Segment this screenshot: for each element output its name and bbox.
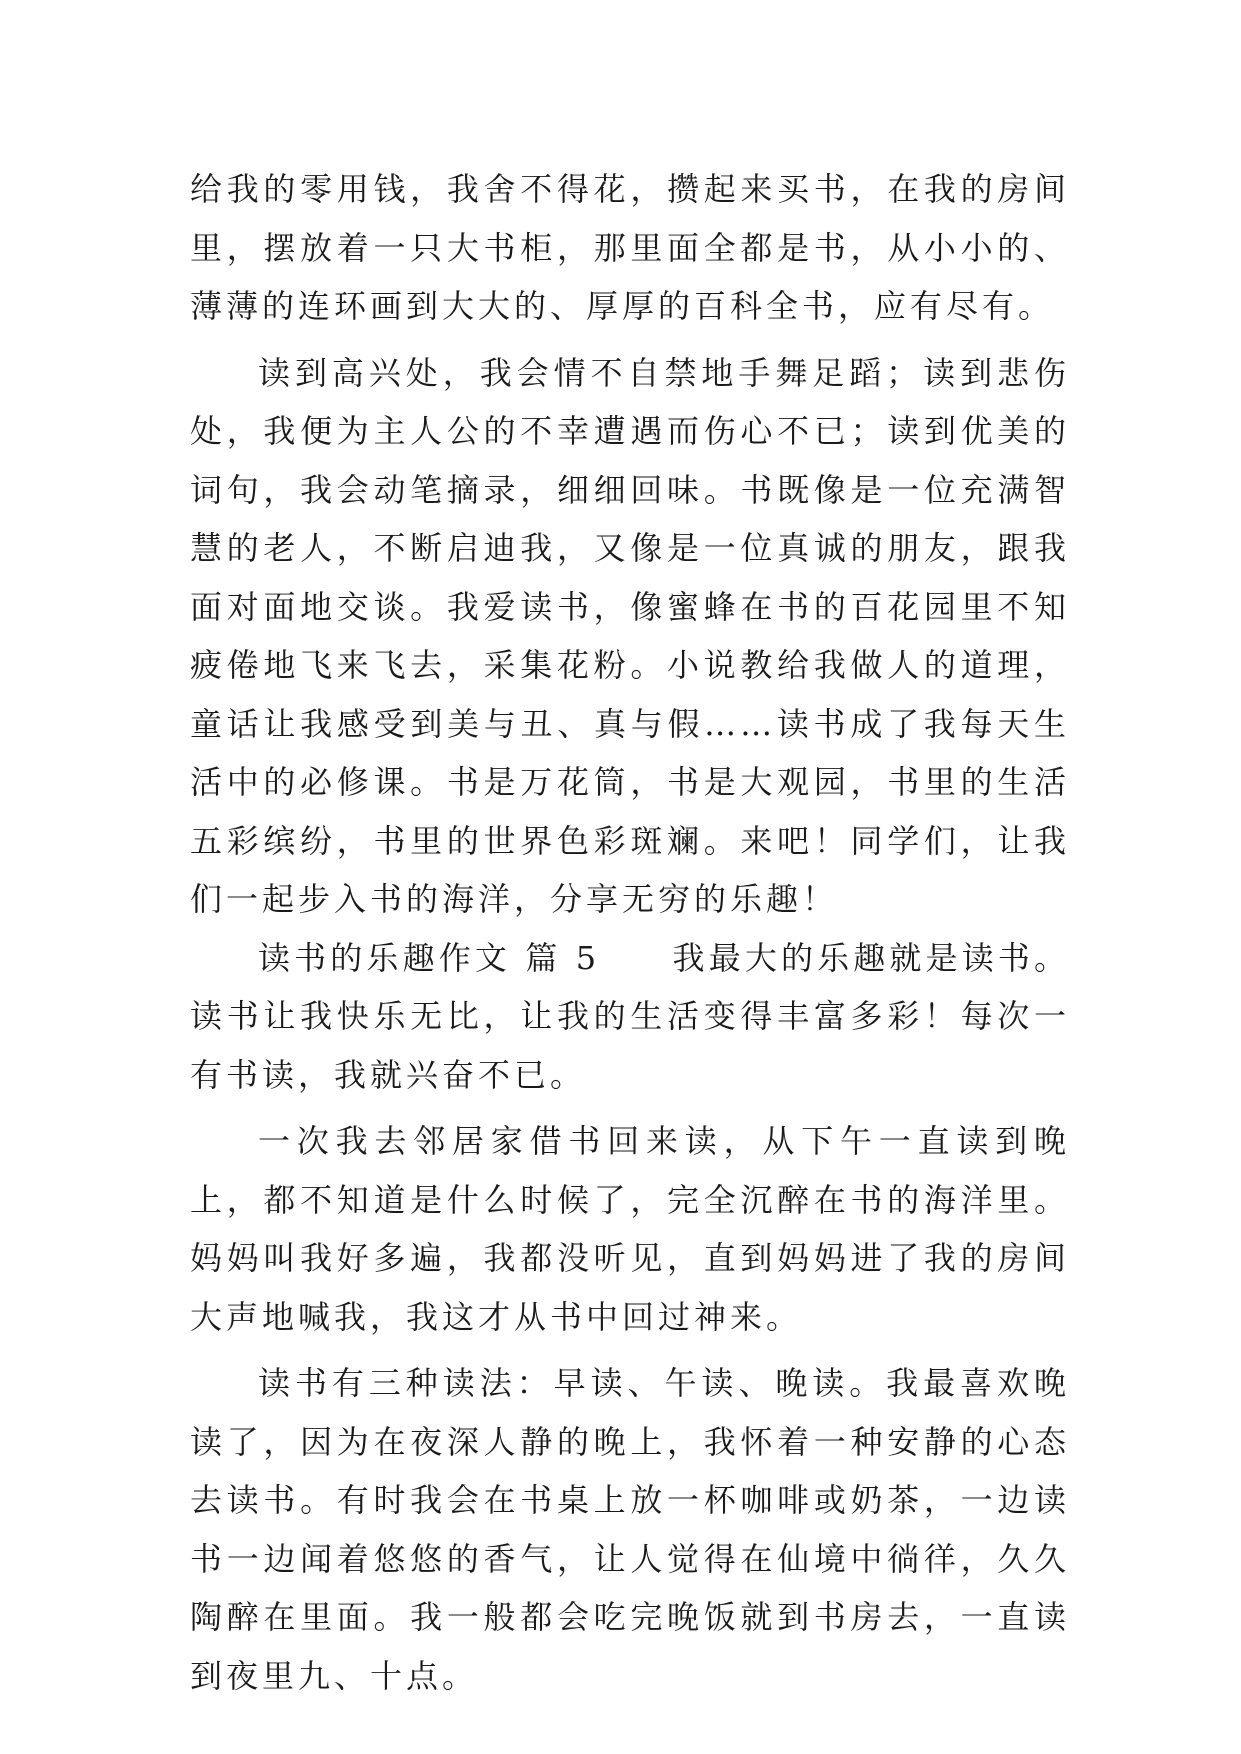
body-text — [190, 160, 1070, 1705]
paragraph-2: 读到高兴处，我会情不自禁地手舞足蹈；读到悲伤处，我便为主人公的不幸遭遇而伤心不已；读到优美的词句，我会动笔摘录，细细回味。书既像是一位充满智慧的老人，不断启迪我，又像是一位真诚的朋友，跟我面对面地交谈。我爱读书，像蜜蜂在书的百花园里不知疲倦地飞来飞去，采集花粉。小说教给我做人的道理，童话让我感受到美与丑、真与假……读书成了我每天生活中的必修课。书是万花筒，书是大观园，书里的生活五彩缤纷，书里的世界色彩斑斓。来吧！同学们，让我们一起步入书的海洋，分享无穷的乐趣！ — [190, 353, 1070, 918]
paragraph-5: 读书有三种读法：早读、午读、晚读。我最喜欢晚读了，因为在夜深人静的晚上，我怀着一种安静的心态去读书。有时我会在书桌上放一杯咖啡或奶茶，一边读书一边闻着悠悠的香气，让人觉得在仙境中徜徉，久久陶醉在里面。我一般都会吃完晚饭就到书房去，一直读到夜里九、十点。 — [190, 1364, 1070, 1695]
paragraph-4: 一次我去邻居家借书回来读，从下午一直读到晚上，都不知道是什么时候了，完全沉醉在书的海洋里。妈妈叫我好多遍，我都没听见，直到妈妈进了我的房间大声地喊我，我这才从书中回过神来。 — [190, 1122, 1070, 1336]
paragraph-1: 给我的零用钱，我舍不得花，攒起来买书，在我的房间里，摆放着一只大书柜，那里面全都是书，从小小的、薄薄的连环画到大大的、厚厚的百科全书，应有尽有。 — [190, 170, 1070, 325]
paragraph-3: 读书的乐趣作文 篇 5 我最大的乐趣就是读书。读书让我快乐无比，让我的生活变得丰富多彩！每次一有书读，我就兴奋不已。 — [190, 938, 1070, 1094]
